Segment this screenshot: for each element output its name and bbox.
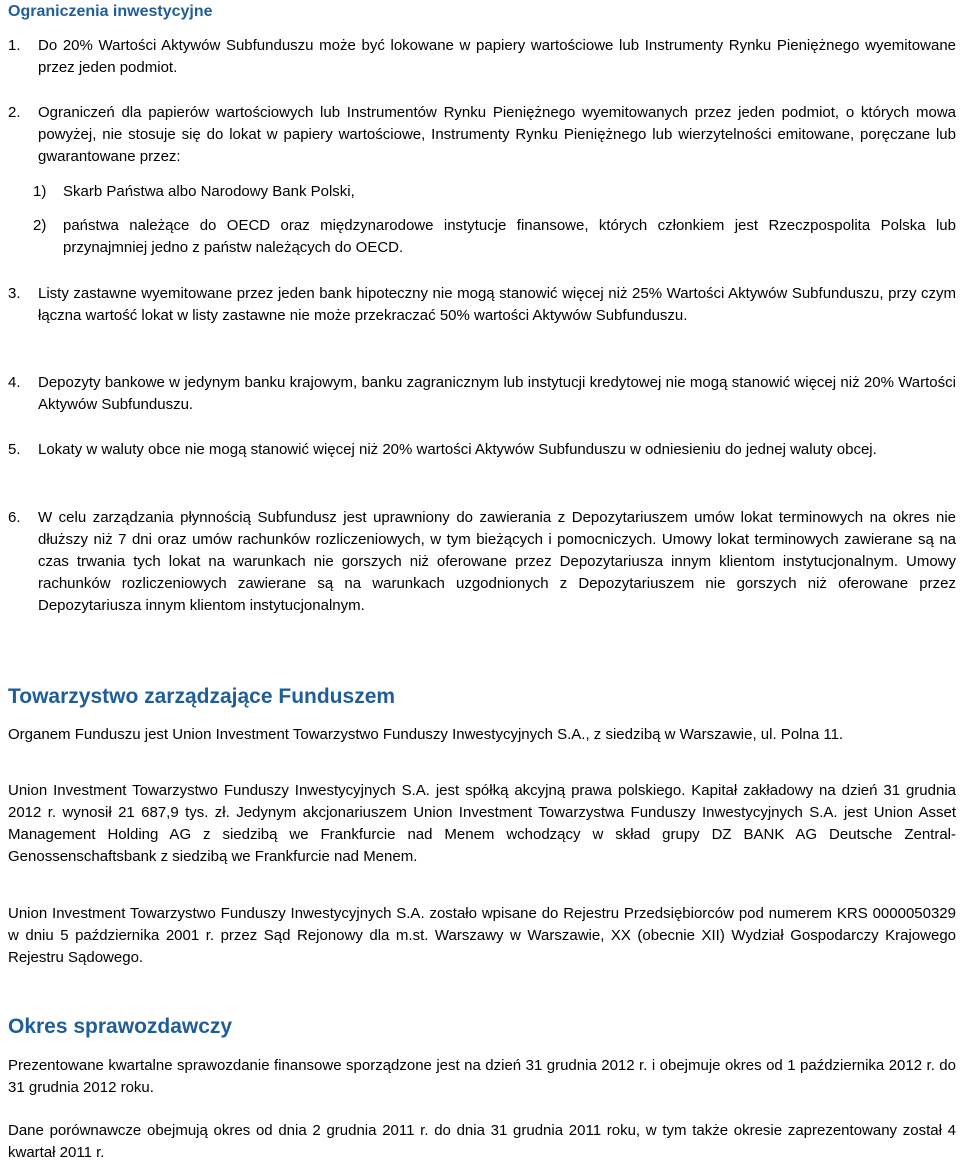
list-item-text: Ograniczeń dla papierów wartościowych lub Instrumentów Rynku Pieniężnego wyemitowanych przez jeden podmiot, o których mowa powyżej, nie stosuje się do lokat w papiery wartościowe, Instrumenty Rynku Pieniężnego lub wierzytelności emitowane, poręczane lub gwarantowane przez: bbox=[38, 104, 956, 165]
list-item-number: 5. bbox=[8, 441, 21, 458]
list-item bbox=[8, 35, 956, 79]
list-item-text: państwa należące do OECD oraz międzynarodowe instytucje finansowe, których członkiem jest Rzeczpospolita Polska lub przynajmniej jedno z państw należących do OECD. bbox=[63, 217, 956, 256]
sub-list-item bbox=[33, 215, 956, 259]
list-item-number: 4. bbox=[8, 374, 21, 391]
paragraph: Prezentowane kwartalne sprawozdanie finansowe sporządzone jest na dzień 31 grudnia 2012 r. i obejmuje okres od 1 października 2012 r. do 31 grudnia 2012 roku. bbox=[8, 1057, 956, 1096]
list-item bbox=[8, 283, 956, 327]
list-item bbox=[8, 507, 956, 617]
section-heading-investment-limits: Ograniczenia inwestycyjne bbox=[8, 3, 213, 20]
sub-list-item bbox=[33, 181, 956, 203]
list-item-number: 3. bbox=[8, 285, 21, 302]
list-item bbox=[8, 439, 956, 461]
list-item-text: Do 20% Wartości Aktywów Subfunduszu może być lokowane w papiery wartościowe lub Instrumenty Rynku Pieniężnego wyemitowane przez jeden podmiot. bbox=[38, 37, 956, 76]
list-item-text: W celu zarządzania płynnością Subfundusz jest uprawniony do zawierania z Depozytariuszem umów lokat terminowych na okres nie dłuższy niż 7 dni oraz umów rachunków rozliczeniowych, w tym bieżących i pomocniczych. Umowy lokat terminowych zawierane są na czas trwania tych lokat na warunkach nie gorszych niż oferowane przez Depozytariusza innym klientom instytucjonalnym. Umowy rachunków rozliczeniowych zawierane są na warunkach uzgodnionych z Depozytariuszem nie gorszych niż oferowane przez Depozytariusza innym klientom instytucjonalnym. bbox=[38, 509, 956, 614]
list-item-number: 6. bbox=[8, 509, 21, 526]
paragraph: Dane porównawcze obejmują okres od dnia 2 grudnia 2011 r. do dnia 31 grudnia 2011 roku, w tym także okresie zaprezentowany został 4 kwartał 2011 r. bbox=[8, 1122, 956, 1161]
list-item-text: Depozyty bankowe w jedynym banku krajowym, banku zagranicznym lub instytucji kredytowej nie mogą stanowić więcej niż 20% Wartości Aktywów Subfunduszu. bbox=[38, 374, 956, 413]
list-item-number: 2) bbox=[33, 217, 47, 234]
section-heading-reporting-period: Okres sprawozdawczy bbox=[8, 1015, 233, 1038]
list-item-number: 1) bbox=[33, 183, 47, 200]
list-item-text: Lokaty w waluty obce nie mogą stanowić więcej niż 20% wartości Aktywów Subfunduszu w odniesieniu do jednej waluty obcej. bbox=[38, 441, 877, 458]
list-item-number: 1. bbox=[8, 37, 21, 54]
paragraph: Union Investment Towarzystwo Funduszy Inwestycyjnych S.A. jest spółką akcyjną prawa polskiego. Kapitał zakładowy na dzień 31 grudnia 2012 r. wynosił 21 687,9 tys. zł. Jedynym akcjonariuszem Union Investment Towarzystwa Funduszy Inwestycyjnych S.A. jest Union Asset Management Holding AG z siedzibą we Frankfurcie nad Menem wchodzący w skład grupy DZ BANK AG Deutsche Zentral-Genossenschaftsbank z siedzibą we Frankfurcie nad Menem. bbox=[8, 782, 956, 865]
section-heading-management-company: Towarzystwo zarządzające Funduszem bbox=[8, 685, 396, 708]
list-item-number: 2. bbox=[8, 104, 21, 121]
list-item-text: Listy zastawne wyemitowane przez jeden bank hipoteczny nie mogą stanowić więcej niż 25% Wartości Aktywów Subfunduszu, przy czym łączna wartość lokat w listy zastawne nie może przekraczać 50% wartości Aktywów Subfunduszu. bbox=[38, 285, 956, 324]
paragraph: Organem Funduszu jest Union Investment Towarzystwo Funduszy Inwestycyjnych S.A., z siedzibą w Warszawie, ul. Polna 11. bbox=[8, 726, 844, 743]
list-item bbox=[8, 372, 956, 416]
list-item bbox=[8, 102, 956, 168]
list-item-text: Skarb Państwa albo Narodowy Bank Polski, bbox=[63, 183, 355, 200]
paragraph: Union Investment Towarzystwo Funduszy Inwestycyjnych S.A. zostało wpisane do Rejestru Przedsiębiorców pod numerem KRS 0000050329 w dniu 5 października 2001 r. przez Sąd Rejonowy dla m.st. Warszawy w Warszawie, XX (obecnie XII) Wydział Gospodarczy Krajowego Rejestru Sądowego. bbox=[8, 905, 956, 966]
